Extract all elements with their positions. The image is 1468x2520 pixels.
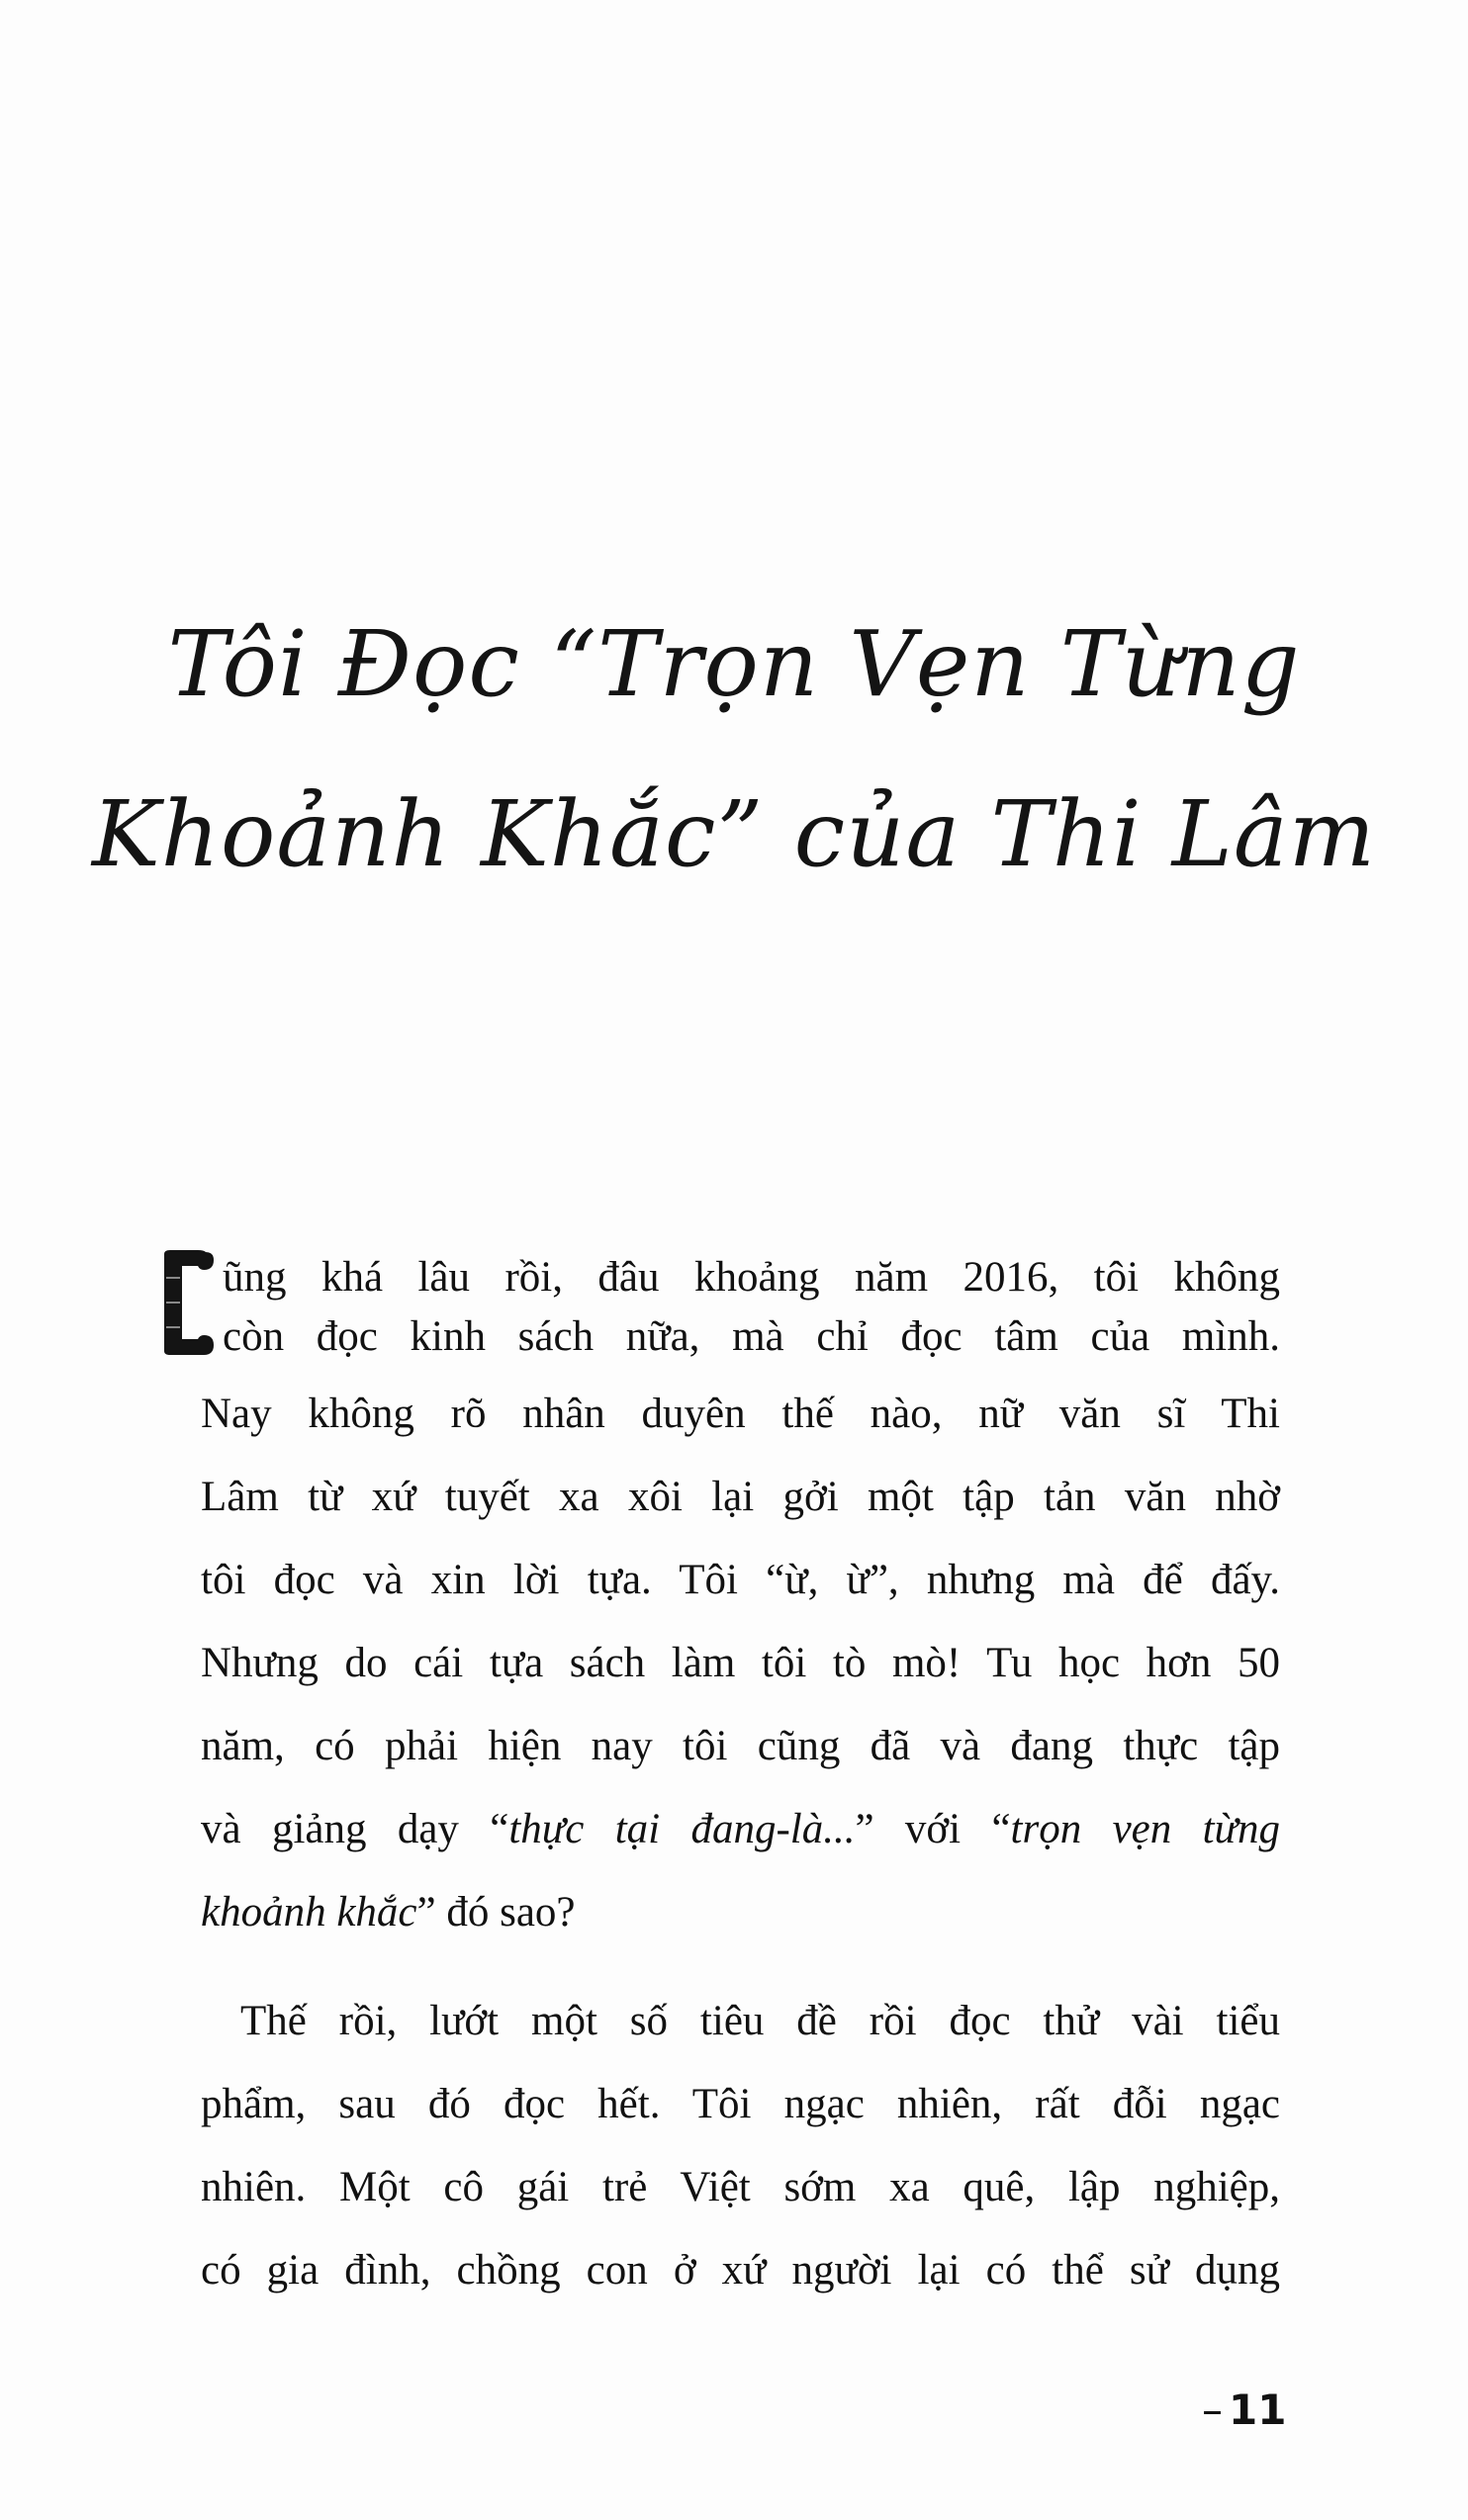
page-number <box>1202 2385 1286 2434</box>
text-run: ” với “ <box>855 1806 1011 1852</box>
text-line: ũng khá lâu rồi, đâu khoảng năm 2016, tôi không <box>223 1254 1280 1301</box>
text-line-mixed <box>201 1883 1280 1942</box>
text-line: có gia đình, chồng con ở xứ người lại có thể sử dụng <box>201 2247 1280 2294</box>
drop-cap-c <box>158 1248 216 1359</box>
text-line: Thế rồi, lướt một số tiêu đề rồi đọc thử vài tiểu <box>240 1998 1280 2044</box>
text-line: tôi đọc và xin lời tựa. Tôi “ừ, ừ”, nhưng mà để đấy. <box>201 1557 1280 1603</box>
page-dash: – <box>1202 2385 1223 2434</box>
chapter-title-line-2: Khoảnh Khắc” của Thi Lâm <box>92 781 1376 887</box>
italic-quote: thực tại đang-là... <box>508 1806 856 1852</box>
text-line: nhiên. Một cô gái trẻ Việt sớm xa quê, lập nghiệp, <box>201 2164 1280 2210</box>
page-number-value: 11 <box>1229 2385 1287 2434</box>
text-line: Nay không rõ nhân duyên thế nào, nữ văn sĩ Thi <box>201 1391 1280 1437</box>
italic-quote: khoảnh khắc <box>201 1889 417 1935</box>
text-run: và giảng dạy “ <box>201 1806 509 1852</box>
text-line: phẩm, sau đó đọc hết. Tôi ngạc nhiên, rất đỗi ngạc <box>201 2081 1280 2127</box>
chapter-title-line-1: Tôi Đọc “Trọn Vẹn Từng <box>167 611 1301 717</box>
text-line: Nhưng do cái tựa sách làm tôi tò mò! Tu học hơn 50 <box>201 1640 1280 1686</box>
text-line-mixed <box>201 1800 1280 1859</box>
text-line: còn đọc kinh sách nữa, mà chỉ đọc tâm của mình. <box>223 1313 1280 1360</box>
text-line: năm, có phải hiện nay tôi cũng đã và đang thực tập <box>201 1723 1280 1769</box>
text-line: Lâm từ xứ tuyết xa xôi lại gởi một tập tản văn nhờ <box>201 1474 1280 1520</box>
italic-quote: trọn vẹn từng <box>1010 1806 1280 1852</box>
text-run: ” đó sao? <box>416 1889 576 1935</box>
